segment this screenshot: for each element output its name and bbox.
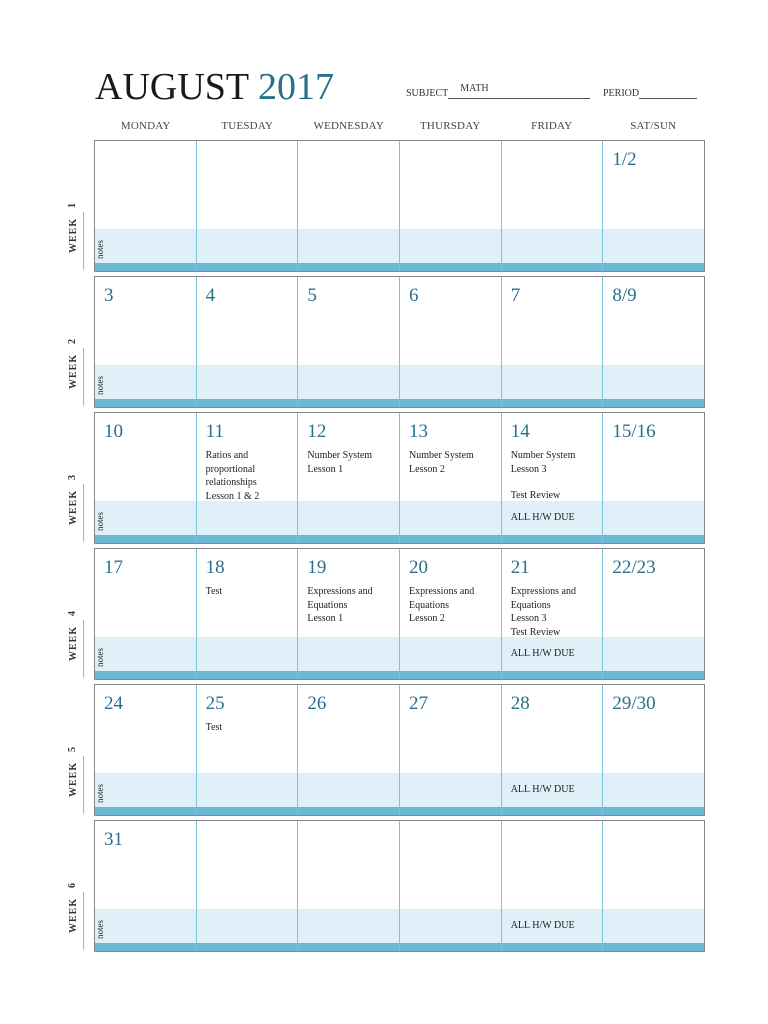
day-event — [206, 585, 294, 599]
event-line: Lesson 3 — [510, 613, 547, 624]
day-cell[interactable] — [197, 413, 299, 543]
day-event — [307, 585, 395, 626]
day-cell[interactable] — [197, 277, 299, 407]
day-number: 18 — [205, 557, 225, 578]
day-number: 24 — [104, 693, 123, 714]
day-event — [206, 449, 294, 503]
day-number: 11 — [205, 421, 224, 442]
week-label — [58, 684, 90, 816]
period-field — [603, 86, 697, 99]
week-row — [94, 276, 705, 408]
day-number: 20 — [409, 557, 429, 578]
event-line — [511, 476, 599, 489]
day-cell[interactable] — [298, 685, 400, 815]
day-number: 28 — [510, 693, 530, 714]
day-event — [409, 585, 497, 626]
week-label — [58, 820, 90, 952]
notes-label: notes — [95, 512, 105, 531]
day-number: 31 — [104, 829, 123, 850]
day-event — [206, 721, 294, 735]
week-label-text: WEEK — [68, 625, 79, 661]
day-event — [409, 449, 497, 476]
event-line: Lesson 1 — [307, 463, 344, 475]
day-cell[interactable] — [502, 277, 604, 407]
week-label — [58, 548, 90, 680]
homework-due-note: ALL H/W DUE — [510, 920, 575, 931]
week-label — [58, 276, 90, 408]
notes-label: notes — [95, 240, 105, 259]
day-cell[interactable] — [400, 821, 502, 951]
event-line: Equations — [409, 599, 450, 611]
day-number: 17 — [104, 557, 123, 578]
day-cell[interactable] — [298, 413, 400, 543]
week-row — [94, 140, 705, 272]
week-number: 1 — [67, 203, 78, 208]
day-cell[interactable] — [502, 685, 604, 815]
day-number: 14 — [510, 421, 530, 442]
week-label-text: WEEK — [68, 489, 79, 525]
event-line: Equations — [510, 599, 551, 611]
subject-field — [406, 83, 590, 99]
day-event — [307, 449, 395, 476]
homework-due-note: ALL H/W DUE — [510, 648, 575, 659]
event-line: Test Review — [510, 490, 561, 501]
week-label-divider — [83, 484, 84, 542]
event-line: Expressions and — [307, 586, 373, 597]
day-number: 22/23 — [612, 557, 656, 578]
week-label-text: WEEK — [68, 897, 79, 933]
week-row — [94, 548, 705, 680]
event-line: Ratios and — [205, 450, 249, 461]
day-number: 19 — [307, 557, 327, 578]
day-number: 12 — [307, 421, 327, 442]
event-line: Expressions and — [510, 586, 576, 597]
day-number: 8/9 — [612, 285, 637, 306]
title-year: 2017 — [257, 66, 334, 108]
homework-due-note: ALL H/W DUE — [510, 784, 575, 795]
day-event — [511, 585, 599, 639]
day-number: 26 — [307, 693, 327, 714]
day-number: 25 — [205, 693, 225, 714]
notes-label: notes — [95, 920, 105, 939]
day-cell[interactable] — [603, 413, 704, 543]
day-header-wednesday: WEDNESDAY — [313, 120, 384, 132]
event-line: Lesson 2 — [409, 463, 445, 475]
day-cell[interactable] — [298, 549, 400, 679]
day-cell[interactable] — [502, 549, 604, 679]
day-number: 21 — [510, 557, 530, 578]
day-cell[interactable] — [95, 141, 197, 271]
week-row — [94, 684, 705, 816]
day-cell[interactable] — [400, 413, 502, 543]
week-label-divider — [83, 756, 84, 814]
day-event — [511, 449, 599, 503]
day-cell[interactable] — [603, 549, 704, 679]
day-header-thursday: THURSDAY — [420, 120, 481, 132]
day-cell[interactable] — [603, 821, 704, 951]
day-cell[interactable] — [298, 277, 400, 407]
day-cell[interactable] — [95, 549, 197, 679]
event-line: Equations — [307, 599, 348, 611]
day-cell[interactable] — [95, 413, 197, 543]
day-cell[interactable] — [298, 821, 400, 951]
day-header-monday: MONDAY — [120, 120, 171, 132]
day-header-tuesday: TUESDAY — [221, 120, 274, 132]
day-cell[interactable] — [95, 821, 197, 951]
event-line: Number System — [510, 450, 576, 461]
day-number: 7 — [510, 285, 521, 306]
week-number: 3 — [67, 475, 78, 480]
day-cell[interactable] — [502, 413, 604, 543]
day-cell[interactable] — [298, 141, 400, 271]
day-number: 3 — [104, 285, 114, 306]
event-line: proportional — [205, 463, 256, 475]
week-label-text: WEEK — [68, 217, 79, 253]
week-label-divider — [83, 620, 84, 678]
day-number: 13 — [409, 421, 429, 442]
day-cell[interactable] — [400, 549, 502, 679]
event-line: Number System — [307, 450, 373, 461]
week-number: 5 — [67, 747, 78, 752]
day-cell[interactable] — [603, 277, 704, 407]
week-label-divider — [83, 348, 84, 406]
week-number: 4 — [67, 611, 78, 616]
week-label-divider — [83, 212, 84, 270]
day-cell[interactable] — [502, 141, 604, 271]
day-number: 29/30 — [612, 693, 656, 714]
period-label: PERIOD — [603, 88, 640, 99]
notes-label: notes — [95, 376, 105, 395]
subject-line[interactable] — [448, 83, 590, 99]
week-number: 2 — [67, 339, 78, 344]
day-number: 10 — [104, 421, 123, 442]
week-label-text: WEEK — [68, 761, 79, 797]
week-label — [58, 412, 90, 544]
day-cell[interactable] — [400, 685, 502, 815]
event-line: Expressions and — [409, 586, 475, 597]
event-line: Lesson 2 — [409, 613, 445, 624]
week-row — [94, 820, 705, 952]
week-label-divider — [83, 892, 84, 950]
day-number: 27 — [409, 693, 429, 714]
day-cell[interactable] — [95, 277, 197, 407]
event-line: Lesson 3 — [510, 463, 547, 475]
day-number: 1/2 — [612, 149, 637, 170]
title-month: AUGUST — [95, 66, 249, 108]
day-cell[interactable] — [197, 141, 299, 271]
day-cell[interactable] — [197, 685, 299, 815]
day-cell[interactable] — [603, 141, 704, 271]
day-cell[interactable] — [400, 277, 502, 407]
day-number: 4 — [205, 285, 216, 306]
subject-label: SUBJECT — [406, 88, 449, 99]
day-cell[interactable] — [95, 685, 197, 815]
subject-value: MATH — [460, 83, 489, 94]
day-cell[interactable] — [603, 685, 704, 815]
day-cell[interactable] — [502, 821, 604, 951]
event-line: relationships — [205, 477, 257, 488]
day-number: 6 — [409, 285, 419, 306]
page-title — [95, 64, 334, 110]
day-number: 5 — [307, 285, 317, 306]
day-headers — [95, 120, 704, 136]
event-line: Lesson 1 & 2 — [205, 490, 260, 502]
notes-label: notes — [95, 784, 105, 803]
event-line: Lesson 1 — [307, 613, 344, 624]
event-line: Test — [205, 722, 223, 733]
week-label-text: WEEK — [68, 353, 79, 389]
day-cell[interactable] — [400, 141, 502, 271]
event-line: Test Review — [510, 626, 561, 638]
period-line[interactable] — [639, 86, 697, 99]
day-cell[interactable] — [197, 549, 299, 679]
homework-due-note: ALL H/W DUE — [510, 512, 575, 523]
event-line: Number System — [409, 450, 474, 461]
week-label — [58, 140, 90, 272]
week-number: 6 — [67, 883, 78, 888]
day-header-friday: FRIDAY — [531, 120, 573, 132]
event-line: Test — [205, 586, 223, 597]
day-number: 15/16 — [612, 421, 656, 442]
notes-label: notes — [95, 648, 105, 667]
week-row — [94, 412, 705, 544]
day-header-satsun: SAT/SUN — [630, 120, 677, 132]
day-cell[interactable] — [197, 821, 299, 951]
